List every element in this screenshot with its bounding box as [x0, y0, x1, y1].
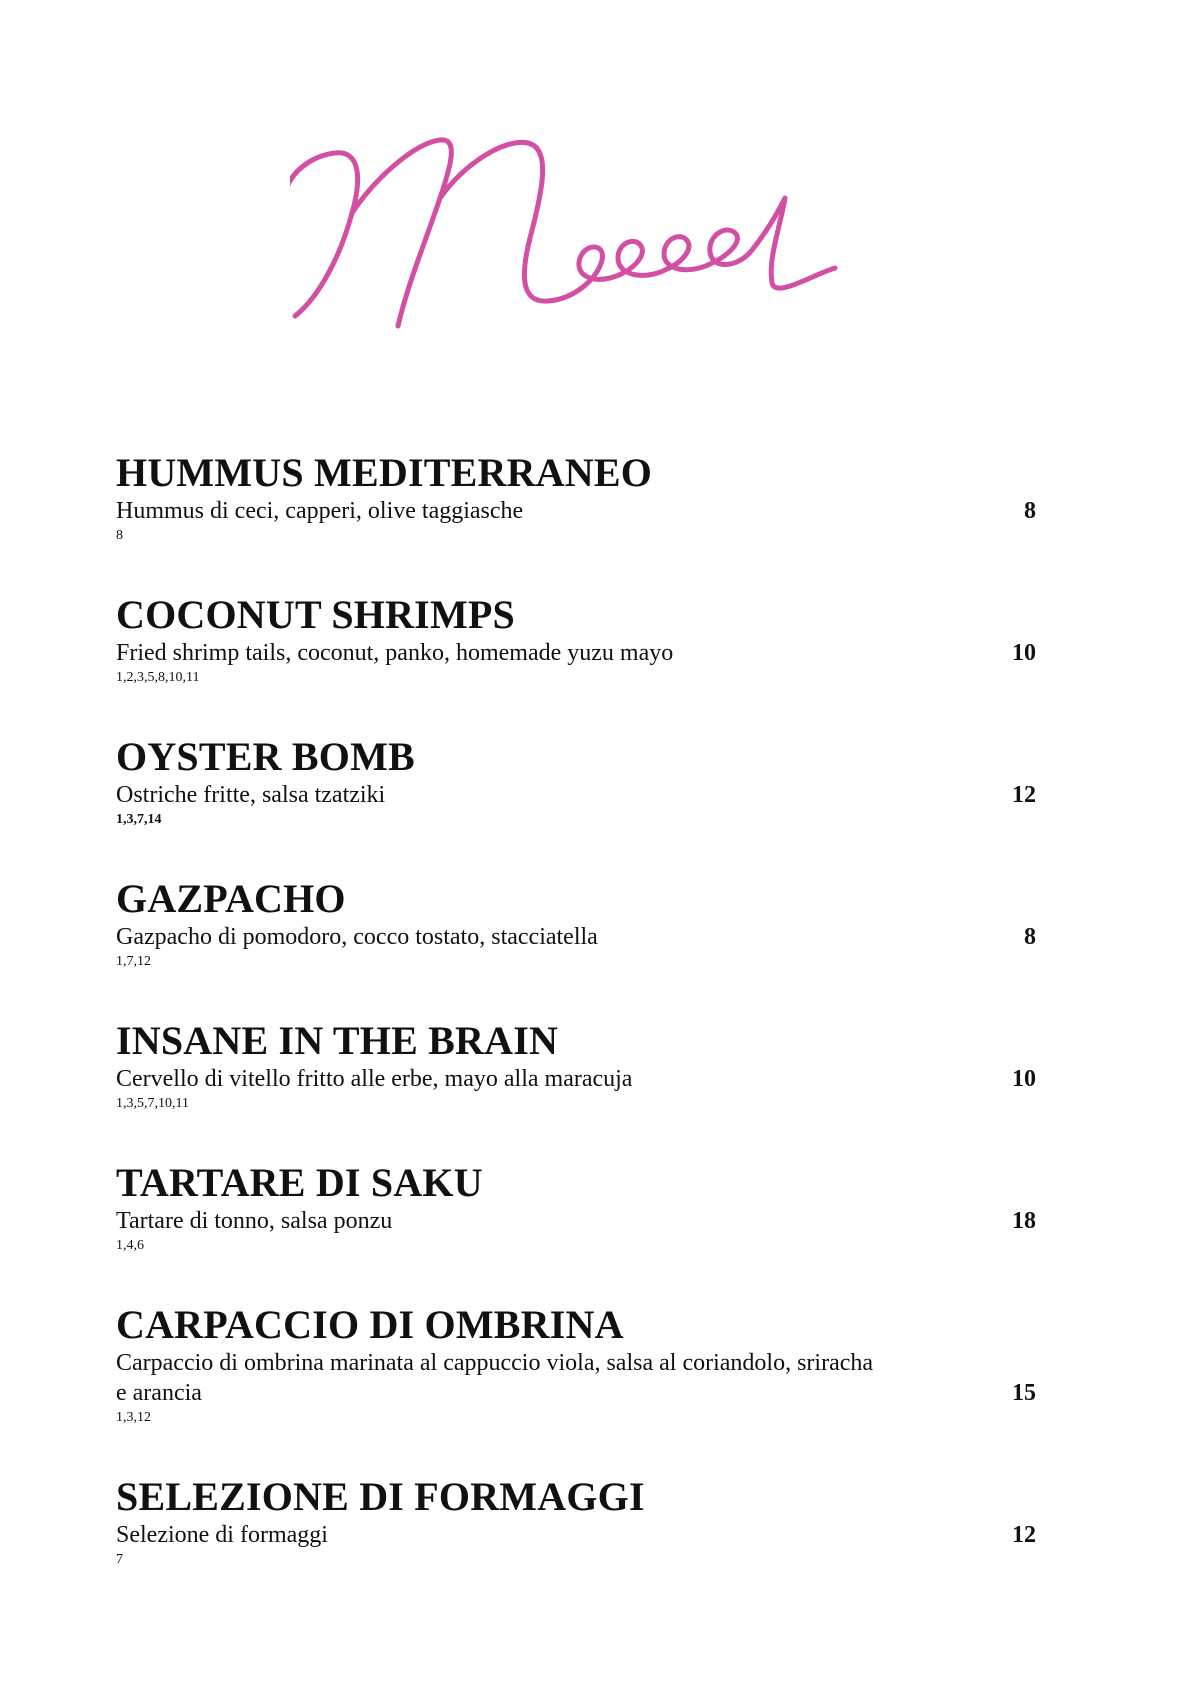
item-name: GAZPACHO [116, 876, 346, 921]
item-row [116, 780, 1036, 810]
item-name: COCONUT SHRIMPS [116, 592, 515, 637]
item-price: 8 [1024, 924, 1036, 950]
item-description: Selezione di formaggi [116, 1522, 328, 1548]
item-row [116, 496, 1036, 526]
item-row [116, 1206, 1036, 1236]
item-description: Ostriche fritte, salsa tzatziki [116, 782, 386, 808]
item-description: Cervello di vitello fritto alle erbe, mayo alla maracuja [116, 1066, 633, 1092]
item-price: 8 [1024, 498, 1036, 524]
item-name: OYSTER BOMB [116, 734, 415, 779]
item-row [116, 1064, 1036, 1094]
menu-item [116, 1018, 1036, 1112]
item-name: HUMMUS MEDITERRANEO [116, 450, 653, 495]
menu-item [116, 1160, 1036, 1254]
item-allergens: 1,3,7,14 [116, 812, 162, 827]
item-allergens: 1,3,12 [116, 1410, 151, 1425]
item-price: 15 [1012, 1380, 1036, 1406]
item-name: INSANE IN THE BRAIN [116, 1018, 559, 1063]
item-allergens: 8 [116, 528, 123, 543]
item-row [116, 922, 1036, 952]
menu-item [116, 450, 1036, 544]
menu-item [116, 1302, 1036, 1426]
item-price: 12 [1012, 1522, 1036, 1548]
item-name: CARPACCIO DI OMBRINA [116, 1302, 624, 1347]
item-description: Carpaccio di ombrina marinata al cappuccio viola, salsa al coriandolo, sriracha e arancia [116, 1350, 874, 1406]
item-row [116, 638, 1036, 668]
item-allergens: 1,2,3,5,8,10,11 [116, 670, 200, 685]
item-price: 12 [1012, 782, 1036, 808]
item-row [116, 1520, 1036, 1550]
item-description: Fried shrimp tails, coconut, panko, homemade yuzu mayo [116, 640, 674, 666]
item-allergens: 1,4,6 [116, 1238, 144, 1253]
menu-item [116, 734, 1036, 828]
item-price: 10 [1012, 640, 1036, 666]
item-name: TARTARE DI SAKU [116, 1160, 483, 1205]
item-row [116, 1348, 1036, 1408]
item-price: 18 [1012, 1208, 1036, 1234]
item-allergens: 1,3,5,7,10,11 [116, 1096, 189, 1111]
item-name: SELEZIONE DI FORMAGGI [116, 1474, 645, 1519]
item-description: Hummus di ceci, capperi, olive taggiasche [116, 498, 524, 524]
menu-item [116, 876, 1036, 970]
item-allergens: 7 [116, 1552, 123, 1567]
menu-item [116, 1474, 1036, 1568]
item-price: 10 [1012, 1066, 1036, 1092]
menu-item [116, 592, 1036, 686]
brand-logo [290, 118, 930, 368]
item-allergens: 1,7,12 [116, 954, 151, 969]
item-description: Tartare di tonno, salsa ponzu [116, 1208, 393, 1234]
item-description: Gazpacho di pomodoro, cocco tostato, stacciatella [116, 924, 598, 950]
